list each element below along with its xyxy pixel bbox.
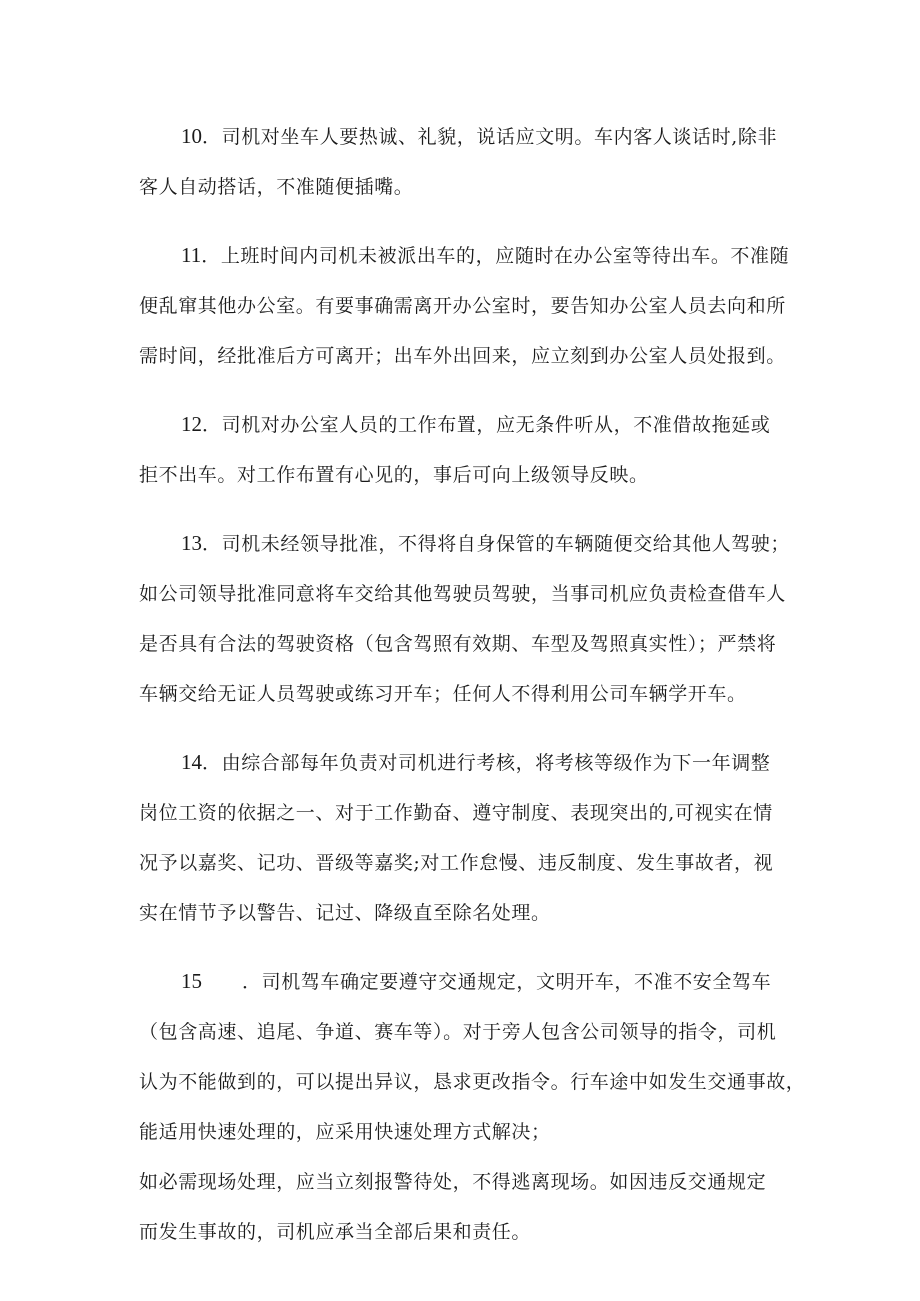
item-11-line-3: 需时间，经批准后方可离开；出车外出回来，应立刻到办公室人员处报到。: [139, 345, 786, 367]
item-11-text: ．上班时间内司机未被派出车的，应随时在办公室等待出车。不准随: [201, 245, 790, 267]
item-15-line-5: 如必需现场处理，应当立刻报警待处，不得逃离现场。如因违反交通规定: [139, 1171, 767, 1193]
item-13-line-3: 是否具有合法的驾驶资格（包含驾照有效期、车型及驾照真实性）；严禁将: [139, 633, 777, 655]
item-10-text: ．司机对坐车人要热诚、礼貌，说话应文明。车内客人谈话时,除非: [202, 126, 778, 148]
item-13-line-2: 如公司领导批准同意将车交给其他驾驶员驾驶，当事司机应负责检查借车人: [139, 583, 786, 605]
item-14-line-1: [181, 748, 770, 775]
item-15-line-3: 认为不能做到的，可以提出异议，恳求更改指令。行车途中如发生交通事故，: [139, 1071, 806, 1093]
item-13-text: ．司机未经领导批准，不得将自身保管的车辆随便交给其他人驾驶；: [202, 533, 791, 555]
item-14-number: 14: [181, 750, 202, 774]
item-11-line-1: [181, 241, 789, 268]
item-10-number: 10: [181, 124, 202, 148]
item-13-number: 13: [181, 531, 202, 555]
item-10-line-2: 客人自动搭话，不准随便插嘴。: [139, 176, 414, 198]
item-12-text: ．司机对办公室人员的工作布置，应无条件听从，不准借故拖延或: [202, 414, 771, 436]
item-14-line-2: 岗位工资的依据之一、对于工作勤奋、遵守制度、表现突出的,可视实在情: [139, 802, 773, 824]
item-15-line-2: （包含高速、追尾、争道、赛车等）。对于旁人包含公司领导的指令，司机: [139, 1021, 777, 1043]
item-12-line-1: [181, 410, 770, 437]
item-13-line-4: 车辆交给无证人员驾驶或练习开车；任何人不得利用公司车辆学开车。: [139, 683, 747, 705]
item-11-line-2: 便乱窜其他办公室。有要事确需离开办公室时，要告知办公室人员去向和所: [139, 295, 786, 317]
item-14-line-3: 况予以嘉奖、记功、晋级等嘉奖;对工作怠慢、违反制度、发生事故者，视: [139, 852, 774, 874]
item-15-line-6: 而发生事故的，司机应承当全部后果和责任。: [139, 1221, 532, 1243]
item-12-number: 12: [181, 412, 202, 436]
item-13-line-1: [181, 529, 790, 556]
item-15-text: ．司机驾车确定要遵守交通规定，文明开车，不准不安全驾车: [242, 971, 772, 993]
item-11-number: 11: [181, 243, 202, 267]
item-12-line-2: 拒不出车。对工作布置有心见的，事后可向上级领导反映。: [139, 464, 649, 486]
item-14-text: ．由综合部每年负责对司机进行考核，将考核等级作为下一年调整: [202, 752, 771, 774]
item-15-line-1: [181, 967, 771, 994]
item-15-number: 15: [181, 969, 202, 993]
item-14-line-4: 实在情节予以警告、记过、降级直至除名处理。: [139, 902, 551, 924]
item-15-line-4: 能适用快速处理的，应采用快速处理方式解决；: [139, 1121, 551, 1143]
item-10-line-1: [181, 122, 777, 149]
